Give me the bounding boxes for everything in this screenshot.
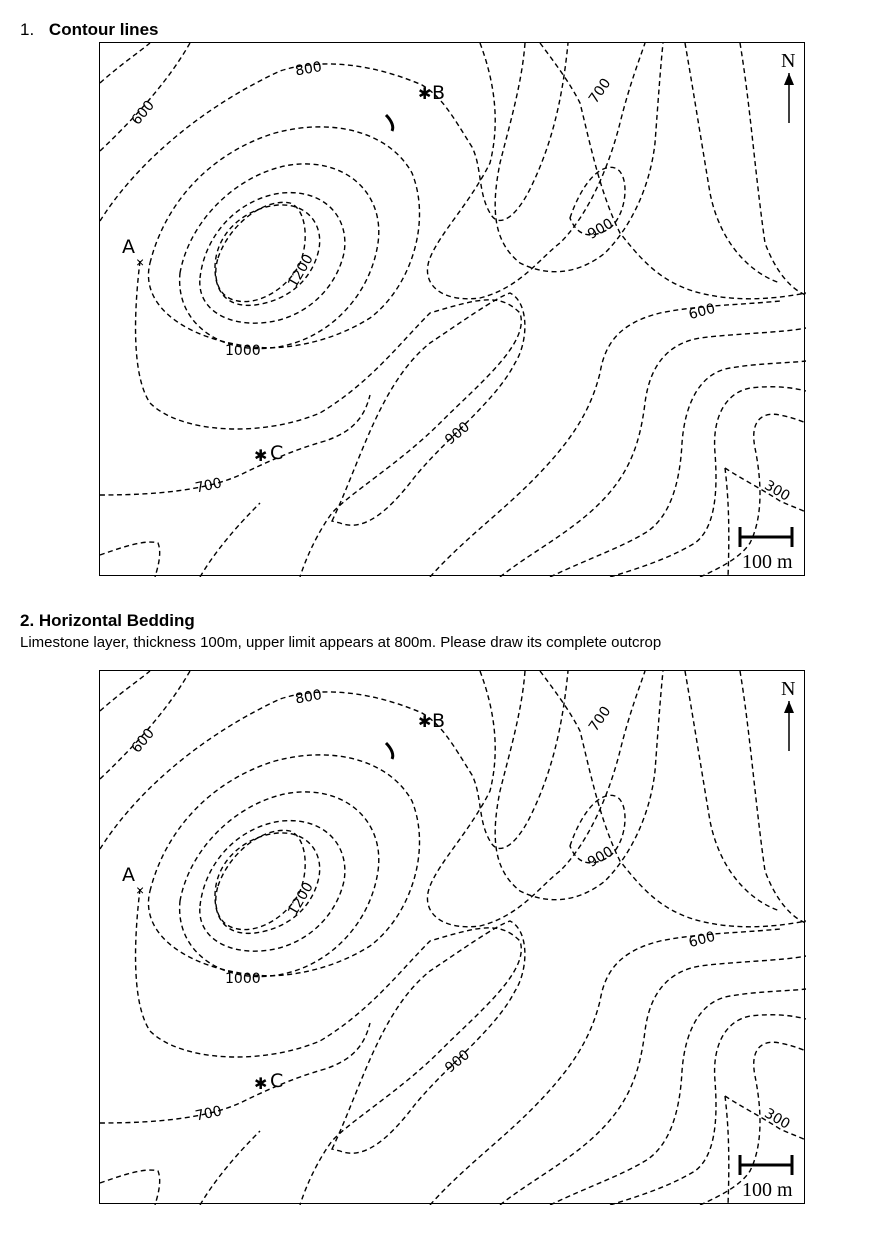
contour-label: 300 [761, 477, 793, 505]
contour-line [430, 301, 780, 577]
contour-label: 600 [128, 97, 158, 129]
contour-line [495, 671, 663, 900]
contour-line [100, 43, 190, 151]
contour-label: 700 [585, 703, 615, 735]
contour-line [136, 261, 522, 577]
contour-label: 800 [294, 687, 324, 708]
contour-line [332, 921, 525, 1153]
contour-label: 900 [585, 843, 617, 871]
north-arrow-head [784, 701, 794, 713]
contour-line [100, 671, 568, 849]
point-label-c: C [270, 442, 284, 464]
peak-marker [386, 743, 393, 759]
contour-line [100, 1170, 160, 1205]
contour-label: 600 [128, 725, 158, 757]
point-label-c: C [270, 1070, 284, 1092]
contour-label: 300 [761, 1105, 793, 1133]
point-label-a: A [122, 236, 135, 258]
contour-line [100, 1023, 370, 1123]
contour-line [180, 792, 379, 977]
contour-label: 1000 [225, 971, 261, 987]
contour-label: 900 [585, 215, 617, 243]
contour-map-2[interactable] [99, 670, 805, 1204]
contour-label: 800 [294, 59, 324, 80]
contour-label: 900 [442, 418, 473, 449]
point-marker-c: ✱ [254, 1076, 268, 1093]
contour-line [100, 671, 190, 779]
scale-label: 100 m [742, 551, 793, 573]
contour-label: 1200 [285, 251, 317, 291]
section-2-instruction: Limestone layer, thickness 100m, upper limit appears at 800m. Please draw its complete outcrop [20, 634, 662, 651]
point-marker-b: ✱ [418, 714, 432, 731]
contour-line [180, 164, 379, 349]
contour-map-1 [99, 42, 805, 576]
contour-line [740, 671, 806, 923]
scale-label: 100 m [742, 1179, 793, 1201]
contour-line [725, 468, 729, 577]
contour-label: 700 [193, 1103, 224, 1125]
contour-line [200, 1131, 260, 1205]
section-1-number: 1. [20, 20, 35, 39]
section-1-title: Contour lines [48, 20, 159, 39]
contour-line [550, 989, 806, 1205]
contour-line [540, 671, 806, 927]
contour-line [685, 43, 780, 283]
point-marker-a: × [136, 882, 145, 898]
contour-line [100, 395, 370, 495]
contour-line [540, 43, 806, 299]
contour-line [740, 43, 806, 295]
contour-line [427, 43, 645, 299]
contour-label: 1000 [225, 343, 261, 359]
contour-line [430, 929, 780, 1205]
contour-label: 1200 [285, 879, 317, 919]
point-label-a: A [122, 864, 135, 886]
contour-line [100, 542, 160, 577]
contour-line [725, 1096, 729, 1205]
point-marker-c: ✱ [254, 448, 268, 465]
contour-line [550, 361, 806, 577]
contour-line [495, 43, 663, 272]
north-label: N [781, 678, 796, 700]
contour-label: 700 [193, 475, 224, 497]
contour-line [427, 671, 645, 927]
contour-line [685, 671, 780, 911]
point-label-b: B [432, 710, 446, 732]
north-label: N [781, 50, 796, 72]
contour-label: 600 [687, 928, 717, 952]
point-marker-b: ✱ [418, 86, 432, 103]
point-marker-a: × [136, 254, 145, 270]
contour-line [500, 956, 806, 1205]
contour-line [200, 821, 345, 952]
contour-line [136, 889, 522, 1205]
contour-line [200, 193, 345, 324]
contour-label: 700 [585, 75, 615, 107]
contour-line [100, 671, 150, 711]
contour-label: 600 [687, 300, 717, 324]
contour-label: 900 [442, 1046, 473, 1077]
contour-line [200, 503, 260, 577]
north-arrow-head [784, 73, 794, 85]
section-1-heading [20, 20, 158, 40]
point-label-b: B [432, 82, 446, 104]
contour-line [500, 328, 806, 577]
peak-marker [386, 115, 393, 131]
contour-line [100, 43, 150, 83]
contour-line [332, 293, 525, 525]
section-2-title: 2. Horizontal Bedding [20, 611, 195, 630]
contour-line [100, 43, 568, 221]
